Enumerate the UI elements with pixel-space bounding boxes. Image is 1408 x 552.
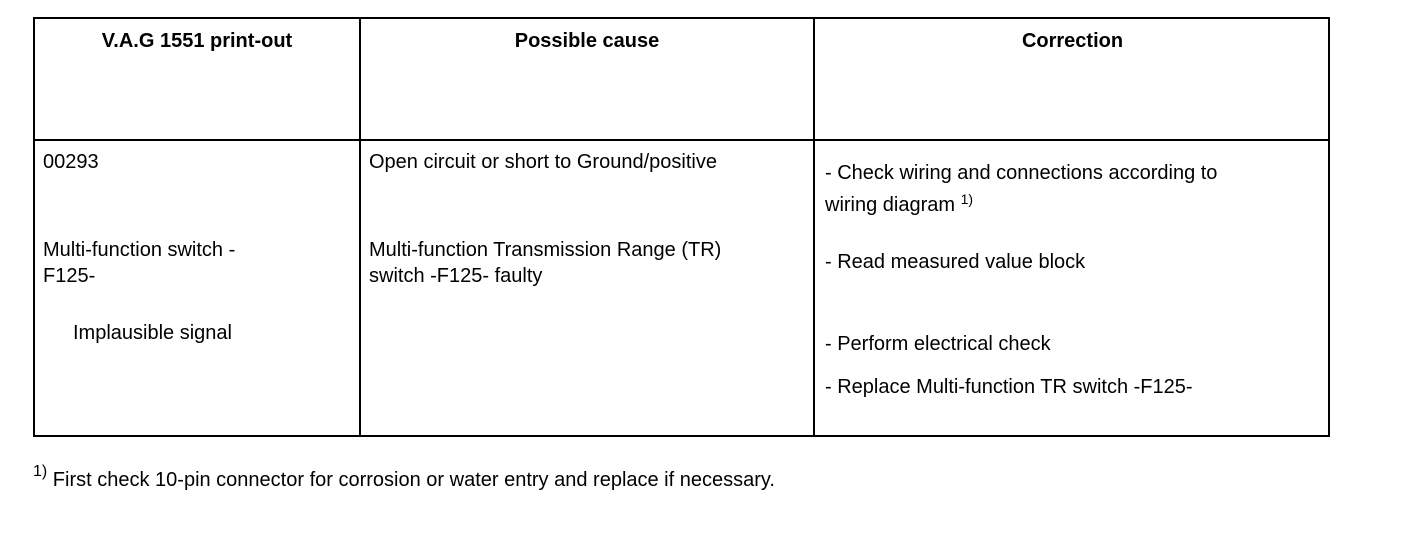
- header-divider: [35, 139, 1328, 141]
- symptom-text: Implausible signal: [73, 322, 232, 344]
- cause-open-circuit: Open circuit or short to Ground/positive: [369, 151, 717, 173]
- footnote: [33, 463, 775, 493]
- header-printout: V.A.G 1551 print-out: [101, 30, 293, 52]
- correction-replace-switch: - Replace Multi-function TR switch -F125-: [825, 376, 1193, 398]
- component-name-line1: Multi-function switch -: [43, 239, 236, 261]
- correction-check-wiring-line1: - Check wiring and connections according to: [825, 162, 1218, 184]
- cause-switch-faulty-line2: switch -F125- faulty: [369, 265, 543, 287]
- correction-read-measured-value: - Read measured value block: [825, 251, 1086, 273]
- correction-check-wiring-line2: [825, 192, 973, 218]
- footnote-marker: 1): [33, 463, 48, 480]
- footnote-reference: 1): [960, 191, 974, 207]
- correction-electrical-check: - Perform electrical check: [825, 333, 1051, 355]
- column-divider: [813, 19, 815, 435]
- footnote-text: First check 10-pin connector for corrosion or water entry and replace if necessary.: [52, 469, 775, 491]
- diagnostic-table: [33, 17, 1330, 437]
- header-correction: Correction: [1021, 30, 1124, 52]
- cause-switch-faulty-line1: Multi-function Transmission Range (TR): [369, 239, 722, 261]
- fault-code: 00293: [43, 151, 99, 173]
- column-divider: [359, 19, 361, 435]
- correction-check-wiring-text: wiring diagram: [825, 194, 956, 216]
- component-name-line2: F125-: [43, 265, 96, 287]
- header-possible-cause: Possible cause: [514, 30, 660, 52]
